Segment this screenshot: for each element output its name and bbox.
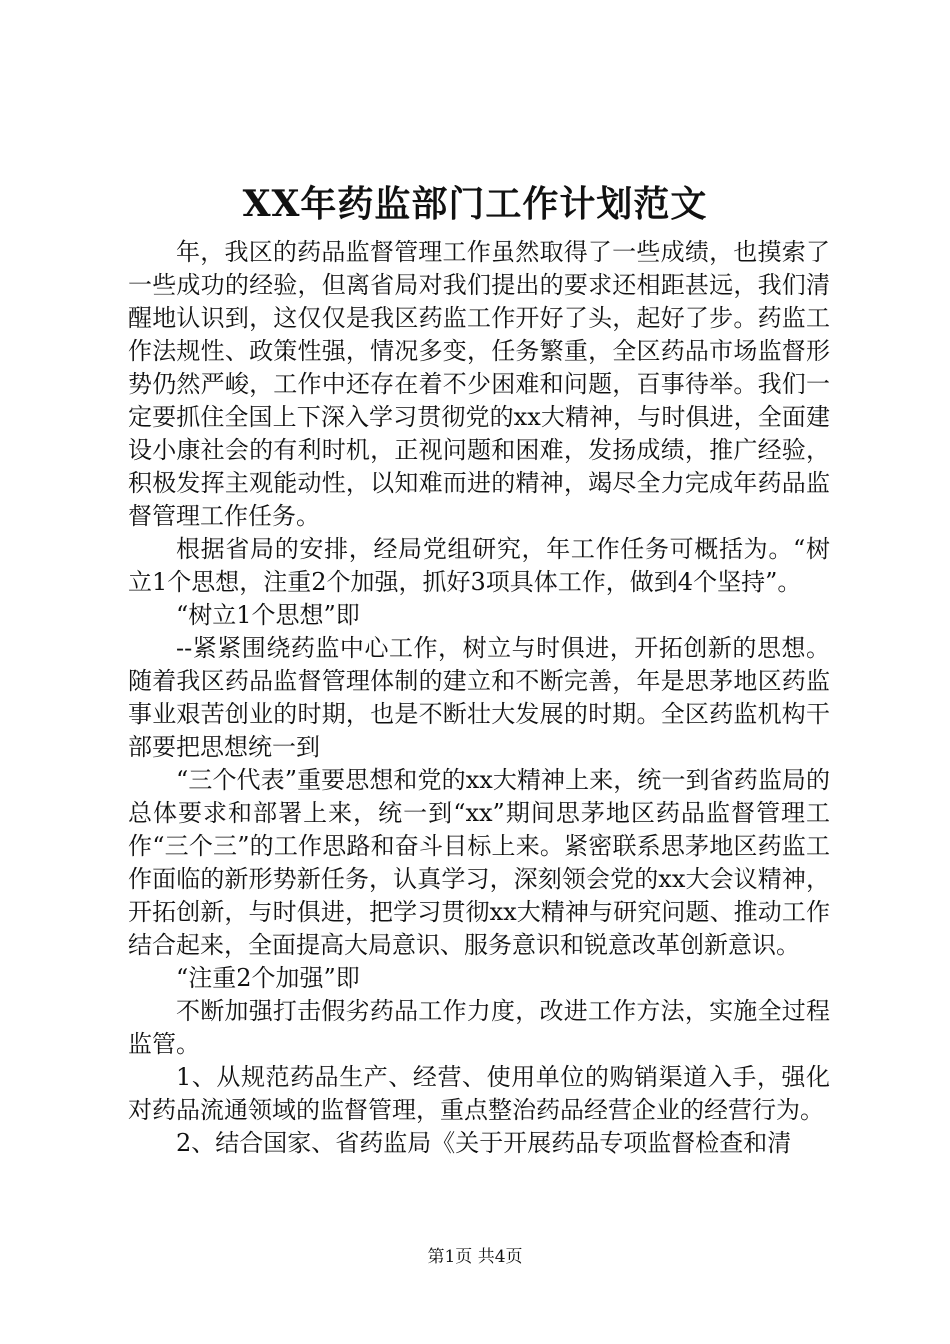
heading-strengthen: “注重2个加强”即 (176, 964, 360, 992)
document-body (128, 236, 830, 1160)
page-number-footer: 第1页 共4页 (427, 1247, 523, 1267)
paragraph-strengthen: 不断加强打击假劣药品工作力度，改进工作方法，实施全过程监管。 (128, 997, 830, 1058)
paragraph-thought: --紧紧围绕药监中心工作，树立与时俱进，开拓创新的思想。随着我区药品监督管理体制的建立和不断完善，年是思茅地区药监事业艰苦创业的时期，也是不断壮大发展的时期。全区药监机构干部要把思想统一到 (128, 634, 830, 761)
document-title: XX年药监部门工作计划范文 (242, 183, 708, 225)
paragraph-summary: 根据省局的安排，经局党组研究，年工作任务可概括为。“树立1个思想，注重2个加强，抓好3项具体工作，做到4个坚持”。 (128, 535, 830, 596)
list-item-2: 2、结合国家、省药监局《关于开展药品专项监督检查和清 (176, 1129, 792, 1157)
list-item-1: 1、从规范药品生产、经营、使用单位的购销渠道入手，强化对药品流通领域的监督管理，重点整治药品经营企业的经营行为。 (128, 1063, 830, 1124)
heading-thought: “树立1个思想”即 (176, 601, 360, 629)
paragraph-three-represents: “三个代表”重要思想和党的xx大精神上来，统一到省药监局的总体要求和部署上来，统一到“xx”期间思茅地区药品监督管理工作“三个三”的工作思路和奋斗目标上来。紧密联系思茅地区药监工作面临的新形势新任务，认真学习，深刻领会党的xx大会议精神，开拓创新，与时俱进，把学习贯彻xx大精神与研究问题、推动工作结合起来，全面提高大局意识、服务意识和锐意改革创新意识。 (128, 766, 830, 959)
paragraph-intro: 年，我区的药品监督管理工作虽然取得了一些成绩，也摸索了一些成功的经验，但离省局对我们提出的要求还相距甚远，我们清醒地认识到，这仅仅是我区药监工作开好了头，起好了步。药监工作法规性、政策性强，情况多变，任务繁重，全区药品市场监督形势仍然严峻，工作中还存在着不少困难和问题，百事待举。我们一定要抓住全国上下深入学习贯彻党的xx大精神，与时俱进，全面建设小康社会的有利时机，正视问题和困难，发扬成绩，推广经验，积极发挥主观能动性，以知难而进的精神，竭尽全力完成年药品监督管理工作任务。 (128, 238, 830, 530)
